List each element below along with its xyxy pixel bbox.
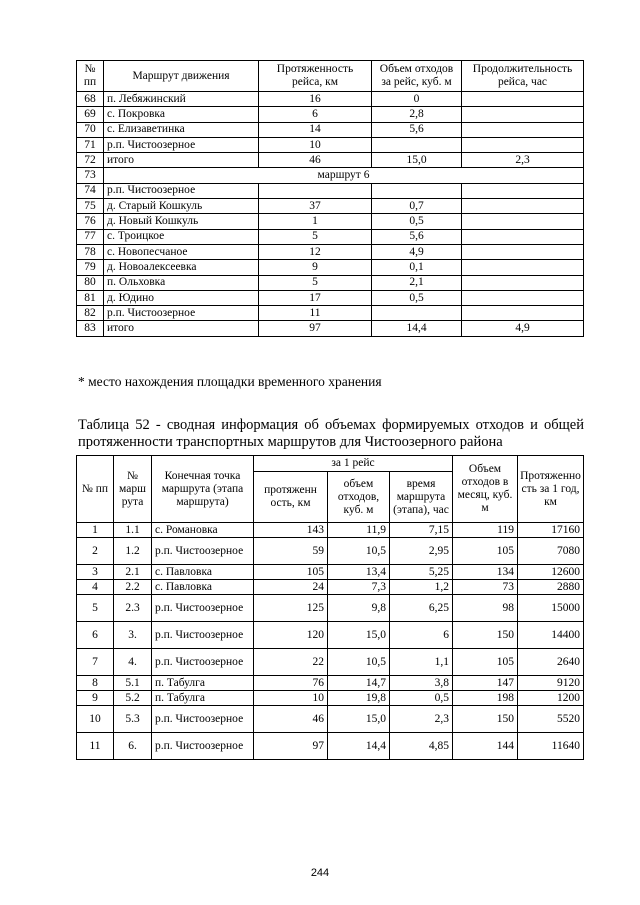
trip-duration: [462, 137, 584, 152]
route-time: 3,8: [390, 676, 453, 691]
route-number: 5.3: [114, 706, 152, 733]
table-row: [77, 649, 584, 676]
waste-volume: 15,0: [328, 706, 390, 733]
route-time: 1,1: [390, 649, 453, 676]
waste-volume: 4,9: [372, 244, 462, 259]
trip-length: [259, 183, 372, 198]
route-number: 3.: [114, 622, 152, 649]
route-endpoint: с. Павловка: [152, 565, 254, 580]
row-number: 9: [77, 691, 114, 706]
trip-length: 143: [254, 523, 328, 538]
route-point: д. Юдино: [104, 290, 259, 305]
row-number: 6: [77, 622, 114, 649]
route-endpoint: с. Павловка: [152, 580, 254, 595]
route-endpoint: р.п. Чистоозерное: [152, 649, 254, 676]
trip-length: 17: [259, 290, 372, 305]
waste-volume: 0,7: [372, 199, 462, 214]
trip-length: 12: [259, 244, 372, 259]
waste-volume: 14,7: [328, 676, 390, 691]
route-time: 7,15: [390, 523, 453, 538]
route-point: итого: [104, 153, 259, 168]
row-number: 76: [77, 214, 104, 229]
trip-duration: [462, 229, 584, 244]
routes-table: [76, 60, 584, 337]
waste-volume: 15,0: [372, 153, 462, 168]
trip-length: 10: [259, 137, 372, 152]
header-length: протяженн ость, км: [254, 472, 328, 523]
table-row: [77, 306, 584, 321]
monthly-volume: 150: [453, 706, 518, 733]
row-number: 80: [77, 275, 104, 290]
route-number: 2.1: [114, 565, 152, 580]
route-time: 5,25: [390, 565, 453, 580]
route-time: 2,95: [390, 538, 453, 565]
route-number: 1.2: [114, 538, 152, 565]
row-number: 81: [77, 290, 104, 305]
table-row: [77, 565, 584, 580]
route-time: 6: [390, 622, 453, 649]
header-per-trip: за 1 рейс: [254, 456, 453, 472]
waste-volume: [372, 183, 462, 198]
row-number: 75: [77, 199, 104, 214]
row-number: 69: [77, 107, 104, 122]
route-point: с. Новопесчаное: [104, 244, 259, 259]
monthly-volume: 150: [453, 622, 518, 649]
row-number: 1: [77, 523, 114, 538]
waste-volume: 10,5: [328, 538, 390, 565]
table-row: [77, 538, 584, 565]
row-number: 70: [77, 122, 104, 137]
waste-volume: 14,4: [328, 733, 390, 760]
trip-duration: [462, 199, 584, 214]
trip-duration: [462, 260, 584, 275]
row-number: 8: [77, 676, 114, 691]
row-number: 82: [77, 306, 104, 321]
trip-length: 76: [254, 676, 328, 691]
table-row: [77, 137, 584, 152]
trip-length: 10: [254, 691, 328, 706]
trip-duration: [462, 214, 584, 229]
waste-volume: 10,5: [328, 649, 390, 676]
header-time: время маршрута (этапа), час: [390, 472, 453, 523]
waste-volume: 13,4: [328, 565, 390, 580]
trip-duration: [462, 275, 584, 290]
route-number: 1.1: [114, 523, 152, 538]
row-number: 10: [77, 706, 114, 733]
route-point: р.п. Чистоозерное: [104, 137, 259, 152]
waste-volume: 11,9: [328, 523, 390, 538]
waste-volume: 2,8: [372, 107, 462, 122]
trip-length: 5: [259, 229, 372, 244]
monthly-volume: 105: [453, 649, 518, 676]
route-endpoint: р.п. Чистоозерное: [152, 538, 254, 565]
route-endpoint: п. Табулга: [152, 676, 254, 691]
trip-length: 16: [259, 92, 372, 107]
trip-duration: 2,3: [462, 153, 584, 168]
summary-table-header: [77, 456, 584, 472]
trip-length: 6: [259, 107, 372, 122]
yearly-length: 2880: [518, 580, 584, 595]
yearly-length: 5520: [518, 706, 584, 733]
waste-volume: [372, 137, 462, 152]
waste-volume: [372, 306, 462, 321]
header-num: № пп: [77, 61, 104, 92]
waste-volume: 7,3: [328, 580, 390, 595]
route-endpoint: р.п. Чистоозерное: [152, 595, 254, 622]
route-number: 2.3: [114, 595, 152, 622]
table-row: [77, 214, 584, 229]
trip-duration: [462, 92, 584, 107]
table-row: [77, 290, 584, 305]
route-number: 2.2: [114, 580, 152, 595]
table-row: [77, 168, 584, 183]
row-number: 11: [77, 733, 114, 760]
header-endpoint: Конечная точка маршрута (этапа маршрута): [152, 456, 254, 523]
waste-volume: 0: [372, 92, 462, 107]
route-time: 0,5: [390, 691, 453, 706]
table-row: [77, 691, 584, 706]
waste-volume: 0,5: [372, 214, 462, 229]
route-point: д. Новоалексеевка: [104, 260, 259, 275]
waste-volume: 9,8: [328, 595, 390, 622]
route-point: с. Покровка: [104, 107, 259, 122]
table-caption: Таблица 52 - сводная информация об объемах формируемых отходов и общей протяженности транспортных маршрутов для Чистоозерного района: [78, 417, 584, 450]
row-number: 83: [77, 321, 104, 336]
row-number: 78: [77, 244, 104, 259]
page-number: 244: [310, 867, 330, 879]
trip-length: 97: [259, 321, 372, 336]
route-point: п. Ольховка: [104, 275, 259, 290]
table-row: [77, 706, 584, 733]
waste-volume: 2,1: [372, 275, 462, 290]
route-endpoint: р.п. Чистоозерное: [152, 733, 254, 760]
route-time: 6,25: [390, 595, 453, 622]
yearly-length: 11640: [518, 733, 584, 760]
trip-length: 1: [259, 214, 372, 229]
monthly-volume: 119: [453, 523, 518, 538]
table-row: [77, 122, 584, 137]
table-row: [77, 733, 584, 760]
row-number: 68: [77, 92, 104, 107]
yearly-length: 15000: [518, 595, 584, 622]
route-point: итого: [104, 321, 259, 336]
yearly-length: 7080: [518, 538, 584, 565]
table-row: [77, 199, 584, 214]
route-time: 1,2: [390, 580, 453, 595]
monthly-volume: 144: [453, 733, 518, 760]
trip-length: 22: [254, 649, 328, 676]
monthly-volume: 73: [453, 580, 518, 595]
table-row: [77, 595, 584, 622]
waste-volume: 5,6: [372, 122, 462, 137]
table-row: [77, 92, 584, 107]
yearly-length: 12600: [518, 565, 584, 580]
header-volume: объем отходов, куб. м: [328, 472, 390, 523]
trip-length: 59: [254, 538, 328, 565]
row-number: 4: [77, 580, 114, 595]
header-duration: Продолжительность рейса, час: [462, 61, 584, 92]
trip-length: 46: [259, 153, 372, 168]
trip-duration: [462, 290, 584, 305]
table-row: [77, 183, 584, 198]
monthly-volume: 147: [453, 676, 518, 691]
route-point: с. Троицкое: [104, 229, 259, 244]
header-route: Маршрут движения: [104, 61, 259, 92]
row-number: 5: [77, 595, 114, 622]
routes-table-header: [77, 61, 584, 92]
row-number: 74: [77, 183, 104, 198]
route-number: 5.1: [114, 676, 152, 691]
route-point: р.п. Чистоозерное: [104, 306, 259, 321]
table-row: [77, 622, 584, 649]
yearly-length: 17160: [518, 523, 584, 538]
route-point: р.п. Чистоозерное: [104, 183, 259, 198]
row-number: 73: [77, 168, 104, 183]
route-time: 4,85: [390, 733, 453, 760]
route-endpoint: р.п. Чистоозерное: [152, 622, 254, 649]
row-number: 71: [77, 137, 104, 152]
table-row: [77, 580, 584, 595]
table-row: [77, 153, 584, 168]
trip-duration: 4,9: [462, 321, 584, 336]
trip-length: 120: [254, 622, 328, 649]
route-endpoint: р.п. Чистоозерное: [152, 706, 254, 733]
row-number: 7: [77, 649, 114, 676]
table-row: [77, 321, 584, 336]
trip-length: 37: [259, 199, 372, 214]
table-row: [77, 107, 584, 122]
row-number: 72: [77, 153, 104, 168]
route-number: 4.: [114, 649, 152, 676]
header-route-num: № марш рута: [114, 456, 152, 523]
waste-volume: 15,0: [328, 622, 390, 649]
route-endpoint: с. Романовка: [152, 523, 254, 538]
yearly-length: 2640: [518, 649, 584, 676]
monthly-volume: 134: [453, 565, 518, 580]
row-number: 77: [77, 229, 104, 244]
trip-length: 5: [259, 275, 372, 290]
trip-length: 125: [254, 595, 328, 622]
header-yearly: Протяженно сть за 1 год, км: [518, 456, 584, 523]
row-number: 3: [77, 565, 114, 580]
header-volume: Объем отходов за рейс, куб. м: [372, 61, 462, 92]
table-row: [77, 260, 584, 275]
summary-table: [76, 455, 584, 760]
route-number: 5.2: [114, 691, 152, 706]
monthly-volume: 98: [453, 595, 518, 622]
trip-duration: [462, 306, 584, 321]
trip-length: 9: [259, 260, 372, 275]
yearly-length: 1200: [518, 691, 584, 706]
waste-volume: 19,8: [328, 691, 390, 706]
trip-duration: [462, 107, 584, 122]
waste-volume: 0,5: [372, 290, 462, 305]
route-point: д. Старый Кошкуль: [104, 199, 259, 214]
route-time: 2,3: [390, 706, 453, 733]
header-num: № пп: [77, 456, 114, 523]
trip-length: 24: [254, 580, 328, 595]
route-point: с. Елизаветинка: [104, 122, 259, 137]
row-number: 2: [77, 538, 114, 565]
monthly-volume: 105: [453, 538, 518, 565]
table-row: [77, 523, 584, 538]
trip-length: 97: [254, 733, 328, 760]
trip-duration: [462, 244, 584, 259]
trip-length: 105: [254, 565, 328, 580]
table-row: [77, 676, 584, 691]
yearly-length: 14400: [518, 622, 584, 649]
header-monthly: Объем отходов в месяц, куб. м: [453, 456, 518, 523]
waste-volume: 0,1: [372, 260, 462, 275]
route-point: п. Лебяжинский: [104, 92, 259, 107]
waste-volume: 5,6: [372, 229, 462, 244]
trip-duration: [462, 183, 584, 198]
waste-volume: 14,4: [372, 321, 462, 336]
route-point: д. Новый Кошкуль: [104, 214, 259, 229]
trip-length: 14: [259, 122, 372, 137]
row-number: 79: [77, 260, 104, 275]
route-number: 6.: [114, 733, 152, 760]
table-row: [77, 229, 584, 244]
monthly-volume: 198: [453, 691, 518, 706]
table-row: [77, 244, 584, 259]
footnote: * место нахождения площадки временного хранения: [78, 374, 382, 389]
header-length: Протяженность рейса, км: [259, 61, 372, 92]
yearly-length: 9120: [518, 676, 584, 691]
route-group-title: маршрут 6: [104, 168, 584, 183]
route-endpoint: п. Табулга: [152, 691, 254, 706]
table-row: [77, 275, 584, 290]
trip-length: 11: [259, 306, 372, 321]
trip-duration: [462, 122, 584, 137]
trip-length: 46: [254, 706, 328, 733]
